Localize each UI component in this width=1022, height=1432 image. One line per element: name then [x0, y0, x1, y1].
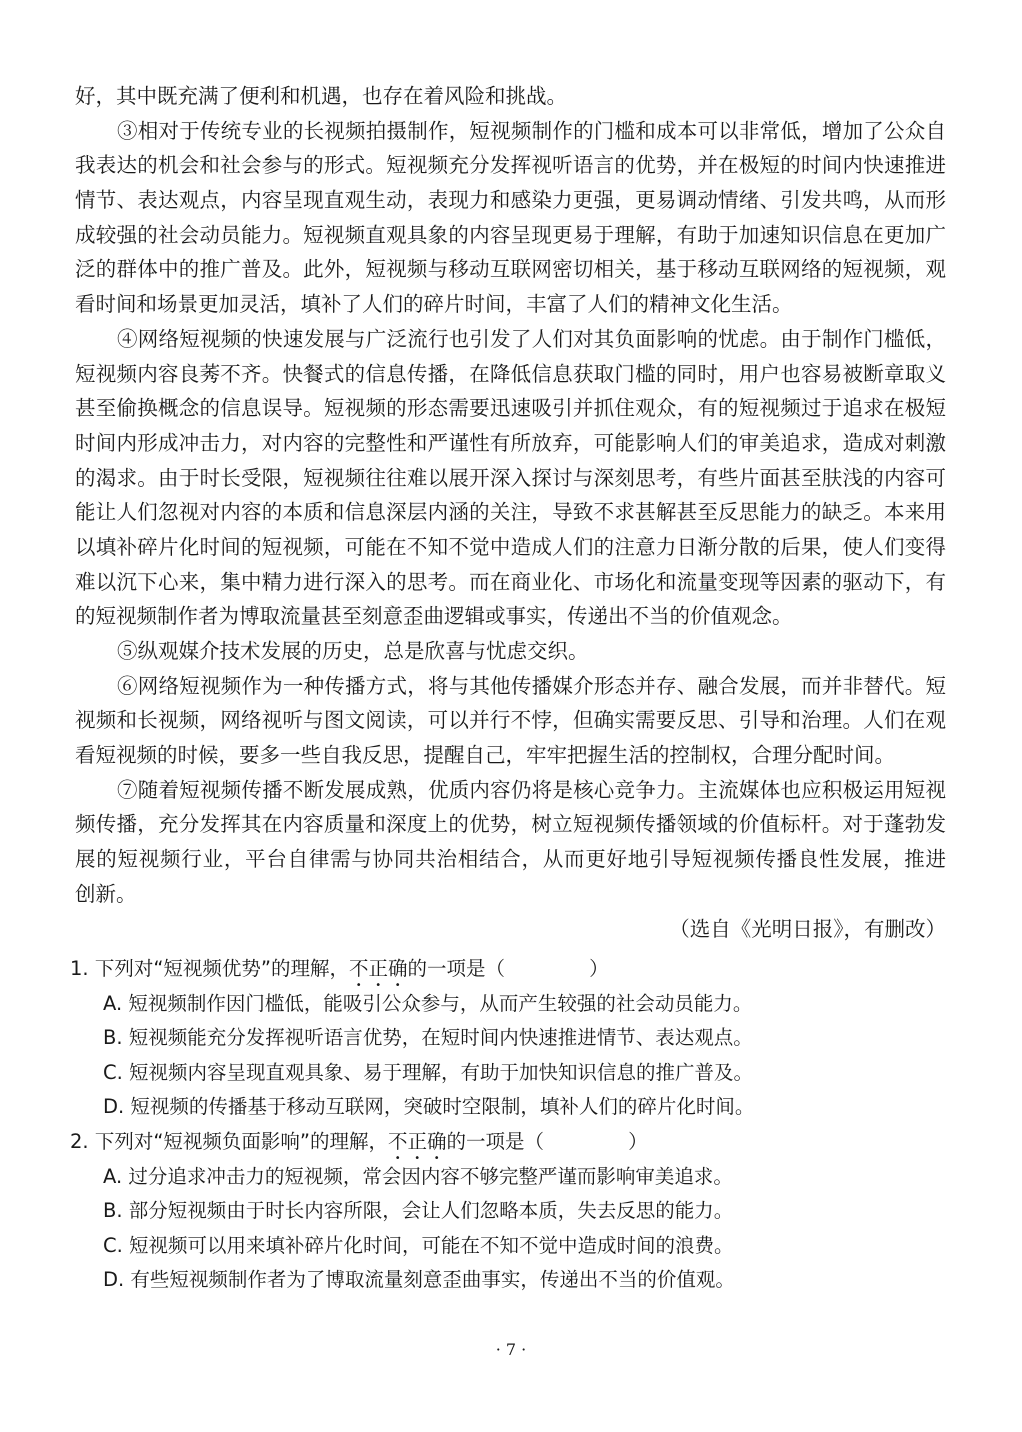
page-number: · 7 · — [495, 1340, 527, 1359]
paragraph-line: 能让人们忽视对内容的本质和信息深层内涵的关注，导致不求甚解甚至反思能力的缺乏。本来用 — [75, 500, 946, 525]
answer-option: A. 短视频制作因门槛低，能吸引公众参与，从而产生较强的社会动员能力。 — [103, 991, 753, 1015]
paragraph-line: ⑤纵观媒介技术发展的历史，总是欣喜与忧虑交织。 — [117, 639, 589, 663]
paragraph-line: 我表达的机会和社会参与的形式。短视频充分发挥视听语言的优势，并在极短的时间内快速推进 — [75, 153, 946, 178]
paragraph-line: 难以沉下心来，集中精力进行深入的思考。而在商业化、市场化和流量变现等因素的驱动下，有 — [75, 569, 946, 594]
question-text: 下列对“短视频负面影响”的理解， — [94, 1129, 389, 1153]
paragraph-line: 的渴求。由于时长受限，短视频往往难以展开深入探讨与深刻思考，有些片面甚至肤浅的内容可 — [75, 465, 946, 490]
paragraph — [75, 114, 946, 322]
paragraph — [75, 773, 946, 912]
paragraph-line: 成较强的社会动员能力。短视频直观具象的内容呈现更易于理解，有助于加速知识信息在更加广 — [75, 222, 946, 247]
paragraph-line: 甚至偷换概念的信息误导。短视频的形态需要迅速吸引并抓住观众，有的短视频过于追求在极短 — [75, 396, 946, 421]
paragraph-line: 泛的群体中的推广普及。此外，短视频与移动互联网密切相关，基于移动互联网络的短视频，观 — [75, 257, 946, 282]
paragraph-line: 看时间和场景更加灵活，填补了人们的碎片时间，丰富了人们的精神文化生活。 — [75, 292, 793, 317]
paragraph-line: 展的短视频行业，平台自律需与协同共治相结合，从而更好地引导短视频传播良性发展，推进 — [75, 847, 946, 872]
question-item — [70, 1125, 950, 1298]
answer-option: C. 短视频可以用来填补碎片化时间，可能在不知不觉中造成时间的浪费。 — [103, 1233, 734, 1257]
answer-option: B. 部分短视频由于时长内容所限，会让人们忽略本质，失去反思的能力。 — [103, 1199, 734, 1223]
paragraph-line: 短视频内容良莠不齐。快餐式的信息传播，在降低信息获取门槛的同时，用户也容易被断章取义 — [75, 361, 946, 386]
reading-passage — [75, 79, 946, 946]
paragraph-line: 好，其中既充满了便利和机遇，也存在着风险和挑战。 — [75, 84, 567, 108]
paragraph-line: ④网络短视频的快速发展与广泛流行也引发了人们对其负面影响的忧虑。由于制作门槛低， — [117, 326, 946, 351]
question-text: 的一项是（ — [446, 1129, 545, 1153]
paragraph-line: 以填补碎片化时间的短视频，可能在不知不觉中造成人们的注意力日渐分散的后果，使人们变得 — [75, 534, 946, 559]
question-text: ） — [589, 957, 609, 980]
answer-option: D. 有些短视频制作者为了博取流量刻意歪曲事实，传递出不当的价值观。 — [103, 1268, 735, 1292]
question-text: 下列对“短视频优势”的理解， — [94, 957, 350, 980]
paragraph — [75, 669, 946, 773]
paragraph — [75, 634, 946, 669]
paragraph-line: 看短视频的时候，要多一些自我反思，提醒自己，牢牢把握生活的控制权，合理分配时间。 — [75, 743, 895, 768]
answer-option: B. 短视频能充分发挥视听语言优势，在短时间内快速推进情节、表达观点。 — [103, 1026, 753, 1050]
paragraph — [75, 79, 946, 114]
answer-option: D. 短视频的传播基于移动互联网，突破时空限制，填补人们的碎片化时间。 — [103, 1095, 755, 1119]
paragraph — [75, 322, 946, 634]
question-section — [70, 952, 950, 1298]
paragraph-line: 的短视频制作者为博取流量甚至刻意歪曲逻辑或事实，传递出不当的价值观念。 — [75, 604, 793, 629]
question-stem — [70, 952, 950, 987]
question-item — [70, 952, 950, 1125]
paragraph-line: ⑥网络短视频作为一种传播方式，将与其他传播媒介形态并存、融合发展，而并非替代。短 — [117, 673, 946, 698]
paragraph-line: 创新。 — [75, 881, 137, 906]
answer-option: C. 短视频内容呈现直观具象、易于理解，有助于加快知识信息的推广普及。 — [103, 1060, 754, 1084]
answer-option: A. 过分追求冲击力的短视频，常会因内容不够完整严谨而影响审美追求。 — [103, 1164, 733, 1188]
emphasized-text: 不正确 — [349, 957, 408, 980]
emphasized-text: 不正确 — [388, 1129, 447, 1153]
question-stem — [70, 1125, 950, 1160]
paragraph-line: 时间内形成冲击力，对内容的完整性和严谨性有所放弃，可能影响人们的审美追求，造成对刺激 — [75, 430, 946, 455]
source-citation: （选自《光明日报》，有删改） — [669, 916, 946, 941]
question-text: ） — [628, 1129, 648, 1153]
paragraph-line: 情节、表达观点，内容呈现直观生动，表现力和感染力更强，更易调动情绪、引发共鸣，从而形 — [75, 188, 946, 213]
paragraph-line: 频传播，充分发挥其在内容质量和深度上的优势，树立短视频传播领域的价值标杆。对于蓬勃发 — [75, 812, 946, 837]
paragraph-line: ⑦随着短视频传播不断发展成熟，优质内容仍将是核心竞争力。主流媒体也应积极运用短视 — [117, 777, 946, 802]
question-number: 1. — [70, 957, 89, 980]
question-number: 2. — [70, 1129, 89, 1153]
question-text: 的一项是（ — [407, 957, 506, 980]
paragraph-line: 视频和长视频，网络视听与图文阅读，可以并行不悖，但确实需要反思、引导和治理。人们在观 — [75, 708, 946, 733]
paragraph-line: ③相对于传统专业的长视频拍摄制作，短视频制作的门槛和成本可以非常低，增加了公众自 — [117, 118, 946, 143]
